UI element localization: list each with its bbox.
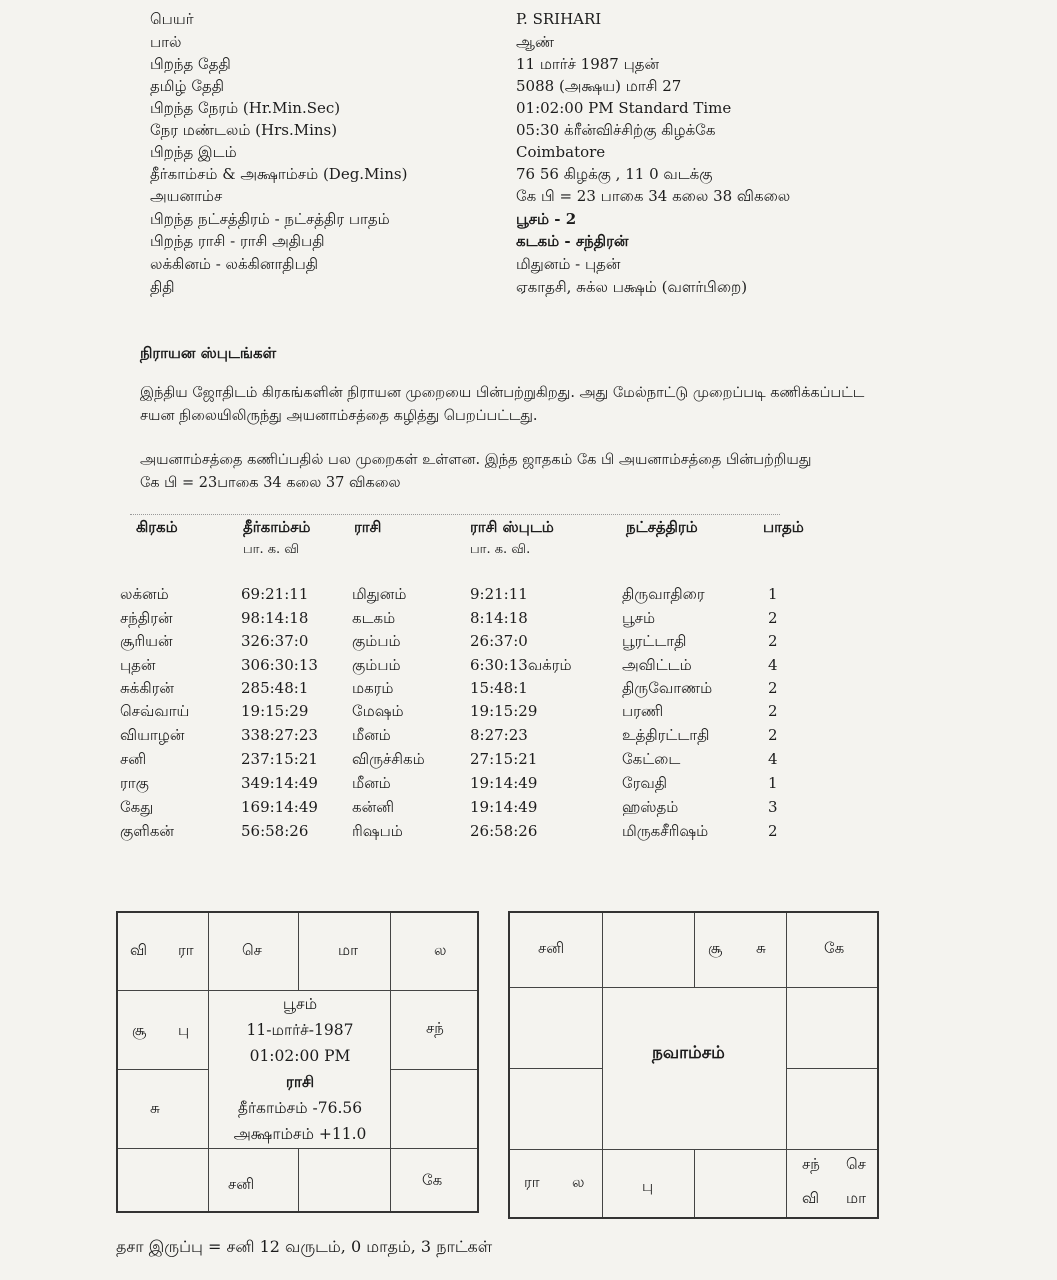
grid-line	[298, 913, 299, 990]
info-row	[0, 143, 1057, 165]
rasi-degree: 19:14:49	[470, 798, 538, 816]
pada: 4	[768, 656, 778, 674]
info-row	[0, 10, 1057, 32]
pada: 3	[768, 798, 778, 816]
rasi-virgo: கே	[422, 1171, 443, 1189]
info-value: Coimbatore	[516, 143, 606, 161]
header-longitude-sub: பா. க. வி	[243, 542, 300, 557]
table-row	[0, 774, 1057, 797]
info-row	[0, 121, 1057, 143]
table-row	[0, 798, 1057, 821]
rasi-pisces-a: வி	[130, 941, 148, 959]
navamsa-gemini-b: சு	[756, 939, 766, 957]
info-value: 5088 (அக்ஷய) மாசி 27	[516, 77, 682, 95]
rasi: கடகம்	[352, 609, 396, 627]
pada: 2	[768, 726, 778, 744]
info-row	[0, 99, 1057, 121]
info-row	[0, 278, 1057, 300]
rasi-degree: 9:21:11	[470, 585, 528, 603]
planet-name: செவ்வாய்	[120, 702, 190, 720]
info-row	[0, 232, 1057, 254]
center-title: ராசி	[285, 1072, 315, 1091]
info-row	[0, 33, 1057, 55]
longitude: 19:15:29	[241, 702, 309, 720]
rasi-aquarius-b: பு	[178, 1021, 190, 1039]
info-label: தமிழ் தேதி	[150, 77, 225, 95]
planet-name: கேது	[120, 798, 154, 816]
longitude: 69:21:11	[241, 585, 309, 603]
table-row	[0, 656, 1057, 679]
rasi-taurus: மா	[338, 941, 358, 959]
rasi: மீனம்	[352, 726, 391, 744]
grid-line	[510, 987, 877, 988]
rasi-gemini: ல	[434, 941, 447, 959]
info-value: P. SRIHARI	[516, 10, 602, 28]
info-value: 11 மார்ச் 1987 புதன்	[516, 55, 660, 73]
table-row	[0, 679, 1057, 702]
navamsa-scorpio: பு	[642, 1177, 654, 1195]
star: பூசம்	[622, 609, 656, 627]
center-star: பூசம்	[282, 995, 318, 1013]
info-row	[0, 255, 1057, 277]
navamsa-capricorn-a: ரா	[524, 1173, 540, 1191]
center-time: 01:02:00 PM	[249, 1047, 351, 1065]
star: கேட்டை	[622, 750, 681, 768]
info-row	[0, 210, 1057, 232]
info-label: பால்	[150, 33, 182, 51]
longitude: 98:14:18	[241, 609, 309, 627]
grid-line	[510, 1068, 602, 1069]
info-label: லக்கினம் - லக்கினாதிபதி	[150, 255, 319, 273]
longitude: 285:48:1	[241, 679, 309, 697]
grid-line	[694, 1149, 695, 1217]
info-value: கடகம் - சந்திரன்	[516, 232, 629, 250]
grid-line	[390, 913, 391, 1211]
planet-name: குளிகன்	[120, 822, 174, 840]
rasi-degree: 26:37:0	[470, 632, 528, 650]
info-label: பிறந்த நேரம் (Hr.Min.Sec)	[150, 99, 341, 117]
center-longitude: தீர்காம்சம் -76.56	[237, 1099, 363, 1117]
planet-name: சனி	[120, 750, 147, 768]
rasi-cancer: சந்	[426, 1019, 444, 1037]
info-value: 76 56 கிழக்கு , 11 0 வடக்கு	[516, 165, 713, 183]
grid-line	[118, 1148, 477, 1149]
info-value: மிதுனம் - புதன்	[516, 255, 621, 273]
rasi-chart	[116, 911, 479, 1213]
table-row	[0, 726, 1057, 749]
navamsa-pisces: சனி	[538, 939, 565, 957]
rasi-aquarius-a: சூ	[132, 1021, 147, 1039]
rasi-pisces-b: ரா	[178, 941, 194, 959]
info-label: பிறந்த நட்சத்திரம் - நட்சத்திர பாதம்	[150, 210, 390, 228]
grid-line	[786, 913, 787, 1217]
info-value: பூசம் - 2	[516, 210, 577, 228]
info-row	[0, 77, 1057, 99]
longitude: 326:37:0	[241, 632, 309, 650]
planet-name: வியாழன்	[120, 726, 185, 744]
rasi-degree: 19:15:29	[470, 702, 538, 720]
rasi: கன்னி	[352, 798, 395, 816]
info-value: 01:02:00 PM Standard Time	[516, 99, 732, 117]
planet-name: லக்னம்	[120, 585, 169, 603]
rasi-degree: 19:14:49	[470, 774, 538, 792]
header-pada: பாதம்	[763, 518, 804, 536]
grid-line	[208, 913, 209, 1211]
star: திருவாதிரை	[622, 585, 705, 603]
longitude: 169:14:49	[241, 798, 318, 816]
info-label: அயனாம்ச	[150, 187, 223, 205]
grid-line	[786, 1068, 877, 1069]
pada: 2	[768, 702, 778, 720]
paragraph-line: அயனாம்சத்தை கணிப்பதில் பல முறைகள் உள்ளன. இந்த ஜாதகம் கே பி அயனாம்சத்தை பின்பற்றியது	[140, 452, 812, 468]
navamsa-cancer: கே	[824, 939, 845, 957]
navamsa-virgo-b: செ	[846, 1155, 866, 1173]
longitude: 338:27:23	[241, 726, 318, 744]
rasi: ரிஷபம்	[352, 822, 403, 840]
planet-name: சுக்கிரன்	[120, 679, 174, 697]
navamsa-virgo-d: மா	[846, 1189, 866, 1207]
rasi-degree: 26:58:26	[470, 822, 538, 840]
rasi-aries: செ	[242, 941, 262, 959]
rasi: மகரம்	[352, 679, 394, 697]
table-row	[0, 585, 1057, 608]
dasa-balance: தசா இருப்பு = சனி 12 வருடம், 0 மாதம், 3 நாட்கள்	[116, 1237, 493, 1256]
rasi-scorpio: சனி	[228, 1175, 255, 1193]
paragraph-line: கே பி = 23பாகை 34 கலை 37 விகலை	[140, 475, 401, 491]
rasi-degree: 8:27:23	[470, 726, 528, 744]
info-row	[0, 165, 1057, 187]
info-row	[0, 187, 1057, 209]
paragraph-line: இந்திய ஜோதிடம் கிரகங்களின் நிராயன முறையை பின்பற்றுகிறது. அது மேல்நாட்டு முறைப்படி கணிக்கப்பட்ட	[140, 385, 865, 401]
navamsa-chart	[508, 911, 879, 1219]
planet-name: புதன்	[120, 656, 156, 674]
table-row	[0, 632, 1057, 655]
info-label: பெயர்	[150, 10, 194, 28]
star: பரணி	[622, 702, 664, 720]
longitude: 306:30:13	[241, 656, 318, 674]
table-row	[0, 702, 1057, 725]
rasi-center-info	[210, 991, 390, 1147]
info-value: கே பி = 23 பாகை 34 கலை 38 விகலை	[516, 187, 791, 205]
rasi: மீனம்	[352, 774, 391, 792]
info-row	[0, 55, 1057, 77]
info-label: பிறந்த இடம்	[150, 143, 237, 161]
info-value: ஏகாதசி, சுக்ல பக்ஷம் (வளர்பிறை)	[516, 278, 748, 296]
grid-line	[390, 1069, 477, 1070]
table-row	[0, 609, 1057, 632]
pada: 2	[768, 822, 778, 840]
rasi: கும்பம்	[352, 632, 401, 650]
rasi-degree: 6:30:13வக்ரம்	[470, 656, 572, 674]
navamsa-center-title: நவாம்சம்	[652, 1043, 725, 1063]
info-label: திதி	[150, 278, 175, 296]
rasi-degree: 15:48:1	[470, 679, 528, 697]
star: உத்திரட்டாதி	[622, 726, 710, 744]
info-label: பிறந்த ராசி - ராசி அதிபதி	[150, 232, 325, 250]
navamsa-virgo-c: வி	[802, 1189, 820, 1207]
section-heading: நிராயன ஸ்புடங்கள்	[140, 344, 277, 362]
table-row	[0, 822, 1057, 845]
header-rasi-degree-sub: பா. க. வி.	[470, 542, 531, 557]
rasi-degree: 8:14:18	[470, 609, 528, 627]
table-row	[0, 750, 1057, 773]
pada: 1	[768, 774, 778, 792]
navamsa-virgo-a: சந்	[802, 1155, 820, 1173]
pada: 2	[768, 609, 778, 627]
longitude: 349:14:49	[241, 774, 318, 792]
longitude: 237:15:21	[241, 750, 318, 768]
center-date: 11-மார்ச்-1987	[246, 1021, 354, 1039]
rasi: விருச்சிகம்	[352, 750, 425, 768]
planet-name: ராகு	[120, 774, 149, 792]
pada: 1	[768, 585, 778, 603]
star: ஹஸ்தம்	[622, 798, 679, 816]
pada: 2	[768, 632, 778, 650]
star: ரேவதி	[622, 774, 668, 792]
grid-line	[298, 1148, 299, 1211]
rasi: மிதுனம்	[352, 585, 407, 603]
star: திருவோணம்	[622, 679, 713, 697]
navamsa-capricorn-b: ல	[572, 1173, 585, 1191]
grid-line	[694, 913, 695, 987]
planet-name: சூரியன்	[120, 632, 173, 650]
header-star: நட்சத்திரம்	[626, 518, 698, 536]
header-longitude: தீர்காம்சம்	[243, 518, 311, 536]
grid-line	[602, 913, 603, 1217]
rasi-capricorn: சு	[150, 1099, 160, 1117]
header-planet: கிரகம்	[136, 518, 178, 536]
header-rasi: ராசி	[354, 518, 382, 536]
rasi-degree: 27:15:21	[470, 750, 538, 768]
header-rasi-degree: ராசி ஸ்புடம்	[470, 518, 554, 536]
table-divider	[130, 514, 780, 515]
info-label: தீர்காம்சம் & அக்ஷாம்சம் (Deg.Mins)	[150, 165, 408, 183]
info-value: 05:30 க்ரீன்விச்சிற்கு கிழக்கே	[516, 121, 716, 139]
paragraph-line: சயன நிலையிலிருந்து அயனாம்சத்தை கழித்து பெறப்பட்டது.	[140, 408, 538, 424]
rasi: மேஷம்	[352, 702, 404, 720]
pada: 2	[768, 679, 778, 697]
grid-line	[510, 1149, 877, 1150]
info-label: பிறந்த தேதி	[150, 55, 231, 73]
longitude: 56:58:26	[241, 822, 309, 840]
info-label: நேர மண்டலம் (Hrs.Mins)	[150, 121, 338, 139]
navamsa-gemini-a: சூ	[708, 939, 723, 957]
star: அவிட்டம்	[622, 656, 692, 674]
planet-name: சந்திரன்	[120, 609, 173, 627]
center-latitude: அக்ஷாம்சம் +11.0	[233, 1125, 367, 1143]
info-value: ஆண்	[516, 33, 555, 51]
grid-line	[118, 1069, 208, 1070]
star: மிருகசீரிஷம்	[622, 822, 709, 840]
rasi: கும்பம்	[352, 656, 401, 674]
pada: 4	[768, 750, 778, 768]
star: பூரட்டாதி	[622, 632, 687, 650]
